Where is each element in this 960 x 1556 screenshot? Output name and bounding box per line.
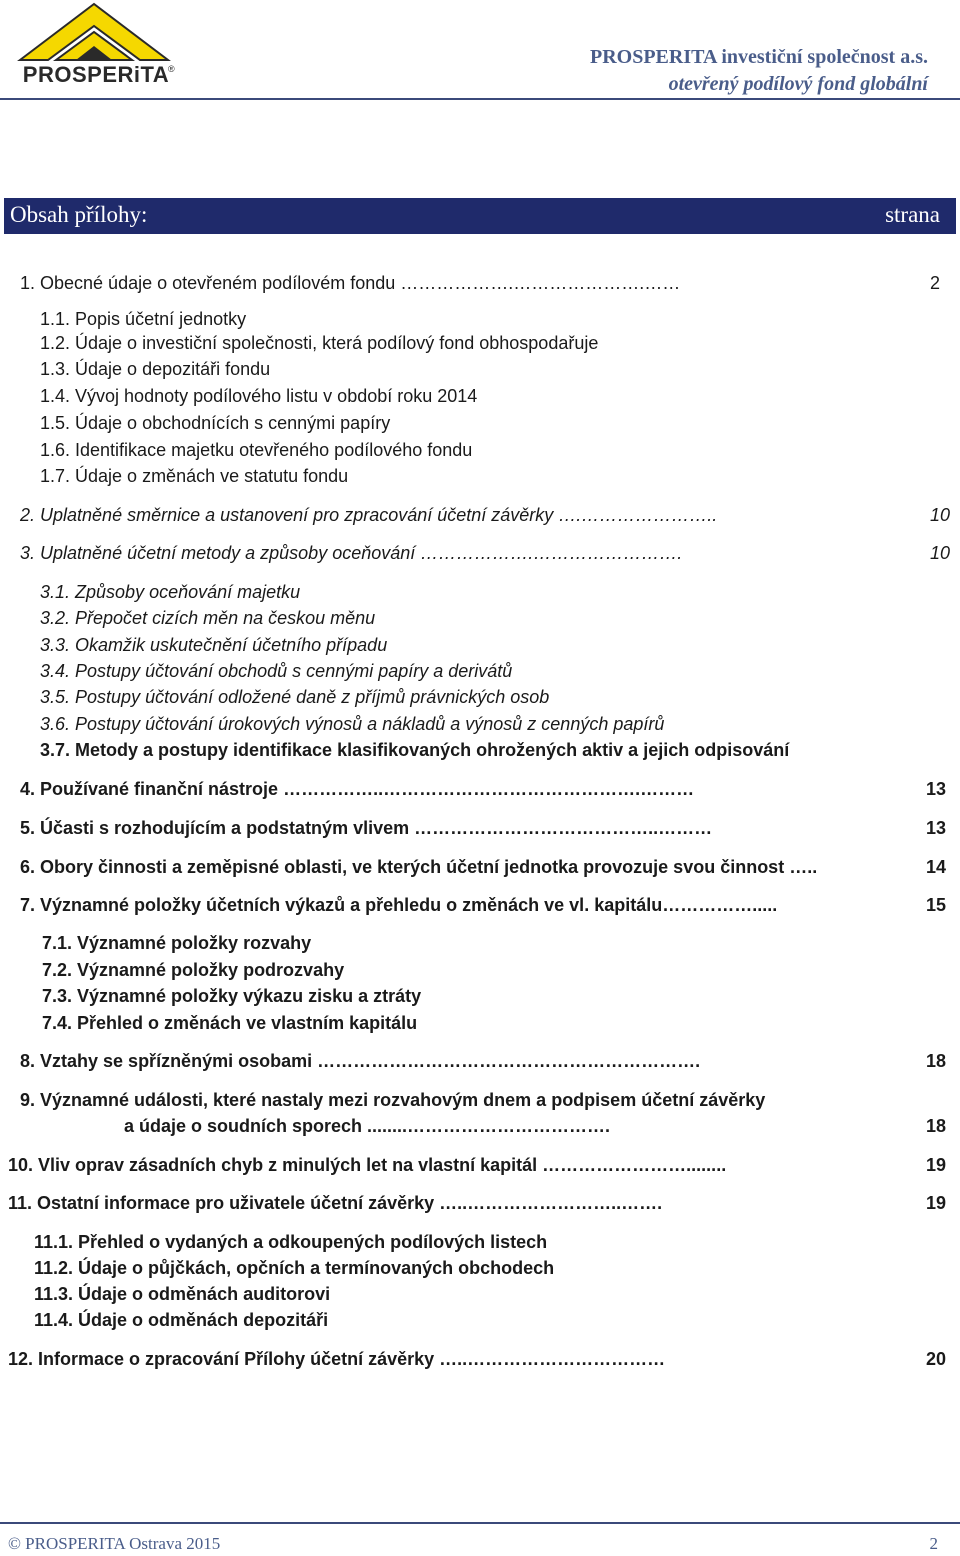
toc-item-4[interactable]: 4. Používané finanční nástroje ……………..…………………………………….……… (20, 779, 695, 799)
toc-item-11-2[interactable]: 11.2. Údaje o půjčkách, opčních a termínovaných obchodech (34, 1258, 555, 1278)
toc-item-1-6[interactable]: 1.6. Identifikace majetku otevřeného podílového fondu (40, 440, 473, 460)
toc-page-4: 13 (926, 779, 947, 799)
toc-item-11-4[interactable]: 11.4. Údaje o odměnách depozitáři (34, 1310, 329, 1330)
toc-item-1[interactable]: 1. Obecné údaje o otevřeném podílovém fondu ……………….………………….…… (20, 273, 681, 293)
toc-item-7[interactable]: 7. Významné položky účetních výkazů a přehledu o změnách ve vl. kapitálu……………..... (20, 895, 778, 915)
footer-rule (0, 1522, 960, 1524)
toc-item-7-2[interactable]: 7.2. Významné položky podrozvahy (42, 960, 345, 980)
toc-item-12[interactable]: 12. Informace o zpracování Přílohy účetní závěrky …..…………………………… (8, 1349, 666, 1369)
toc-item-3-4[interactable]: 3.4. Postupy účtování obchodů s cennými papíry a derivátů (40, 661, 513, 681)
page-column-label: strana (885, 202, 940, 227)
toc-item-9-continued[interactable]: a údaje o soudních sporech ........……………………………. (124, 1116, 611, 1136)
toc-item-11[interactable]: 11. Ostatní informace pro uživatele účetní závěrky …..……………………..……. (8, 1193, 663, 1213)
toc-page-5: 13 (926, 818, 947, 838)
toc-page-1: 2 (930, 273, 941, 293)
footer-page-number: 2 (929, 1534, 938, 1553)
toc-item-10[interactable]: 10. Vliv oprav zásadních chyb z minulých let na vlastní kapitál ……………………........ (8, 1155, 727, 1175)
toc-item-3[interactable]: 3. Uplatněné účetní metody a způsoby oceňování ……………….……………………. (20, 543, 683, 563)
registered-mark: ® (168, 64, 175, 74)
toc-item-3-1[interactable]: 3.1. Způsoby oceňování majetku (40, 582, 301, 602)
toc-item-1-4[interactable]: 1.4. Vývoj hodnoty podílového listu v období roku 2014 (40, 386, 478, 406)
toc-page-8: 18 (926, 1051, 947, 1071)
toc-item-11-3[interactable]: 11.3. Údaje o odměnách auditorovi (34, 1284, 331, 1304)
contents-title: Obsah přílohy: (10, 202, 148, 227)
toc-page-11: 19 (926, 1193, 947, 1213)
toc-item-1-1[interactable]: 1.1. Popis účetní jednotky (40, 309, 247, 329)
toc-page-3: 10 (930, 543, 951, 563)
toc-item-7-4[interactable]: 7.4. Přehled o změnách ve vlastním kapitálu (42, 1013, 418, 1033)
company-name: PROSPERITA investiční společnost a.s. (590, 46, 928, 68)
toc-item-1-5[interactable]: 1.5. Údaje o obchodnících s cennými papíry (40, 413, 391, 433)
toc-item-11-1[interactable]: 11.1. Přehled o vydaných a odkoupených podílových listech (34, 1232, 548, 1252)
toc-item-3-3[interactable]: 3.3. Okamžik uskutečnění účetního případu (40, 635, 388, 655)
toc-item-3-2[interactable]: 3.2. Přepočet cizích měn na českou měnu (40, 608, 376, 628)
toc-page-10: 19 (926, 1155, 947, 1175)
logo-text: PROSPERiTA (22, 62, 170, 87)
toc-item-3-6[interactable]: 3.6. Postupy účtování úrokových výnosů a nákladů a výnosů z cenných papírů (40, 714, 665, 734)
toc-item-1-3[interactable]: 1.3. Údaje o depozitáři fondu (40, 359, 271, 379)
toc-page-12: 20 (926, 1349, 947, 1369)
toc-item-6[interactable]: 6. Obory činnosti a zeměpisné oblasti, ve kterých účetní jednotka provozuje svou činnost ….. (20, 857, 818, 877)
toc-item-7-3[interactable]: 7.3. Významné položky výkazu zisku a ztráty (42, 986, 422, 1006)
toc-item-7-1[interactable]: 7.1. Významné položky rozvahy (42, 933, 312, 953)
toc-page-9: 18 (926, 1116, 947, 1136)
toc-item-5[interactable]: 5. Účasti s rozhodujícím a podstatným vlivem …………………………………..……… (20, 818, 713, 838)
toc-item-3-7[interactable]: 3.7. Metody a postupy identifikace klasifikovaných ohrožených aktiv a jejich odpisování (40, 740, 790, 760)
toc-item-3-5[interactable]: 3.5. Postupy účtování odložené daně z příjmů právnických osob (40, 687, 550, 707)
toc-item-1-7[interactable]: 1.7. Údaje o změnách ve statutu fondu (40, 466, 349, 486)
fund-name: otevřený podílový fond globální (668, 73, 928, 95)
footer-copyright: © PROSPERITA Ostrava 2015 (8, 1534, 221, 1553)
toc-page-7: 15 (926, 895, 947, 915)
toc-item-9[interactable]: 9. Významné události, které nastaly mezi rozvahovým dnem a podpisem účetní závěrky (20, 1090, 766, 1110)
toc-item-2[interactable]: 2. Uplatněné směrnice a ustanovení pro zpracování účetní závěrky ….………………….. (20, 505, 718, 525)
toc-item-8[interactable]: 8. Vztahy se spřízněnými osobami ………………………………………………………. (20, 1051, 701, 1071)
toc-item-1-2[interactable]: 1.2. Údaje o investiční společnosti, která podílový fond obhospodařuje (40, 333, 599, 353)
toc-page-2: 10 (930, 505, 951, 525)
toc-page-6: 14 (926, 857, 947, 877)
